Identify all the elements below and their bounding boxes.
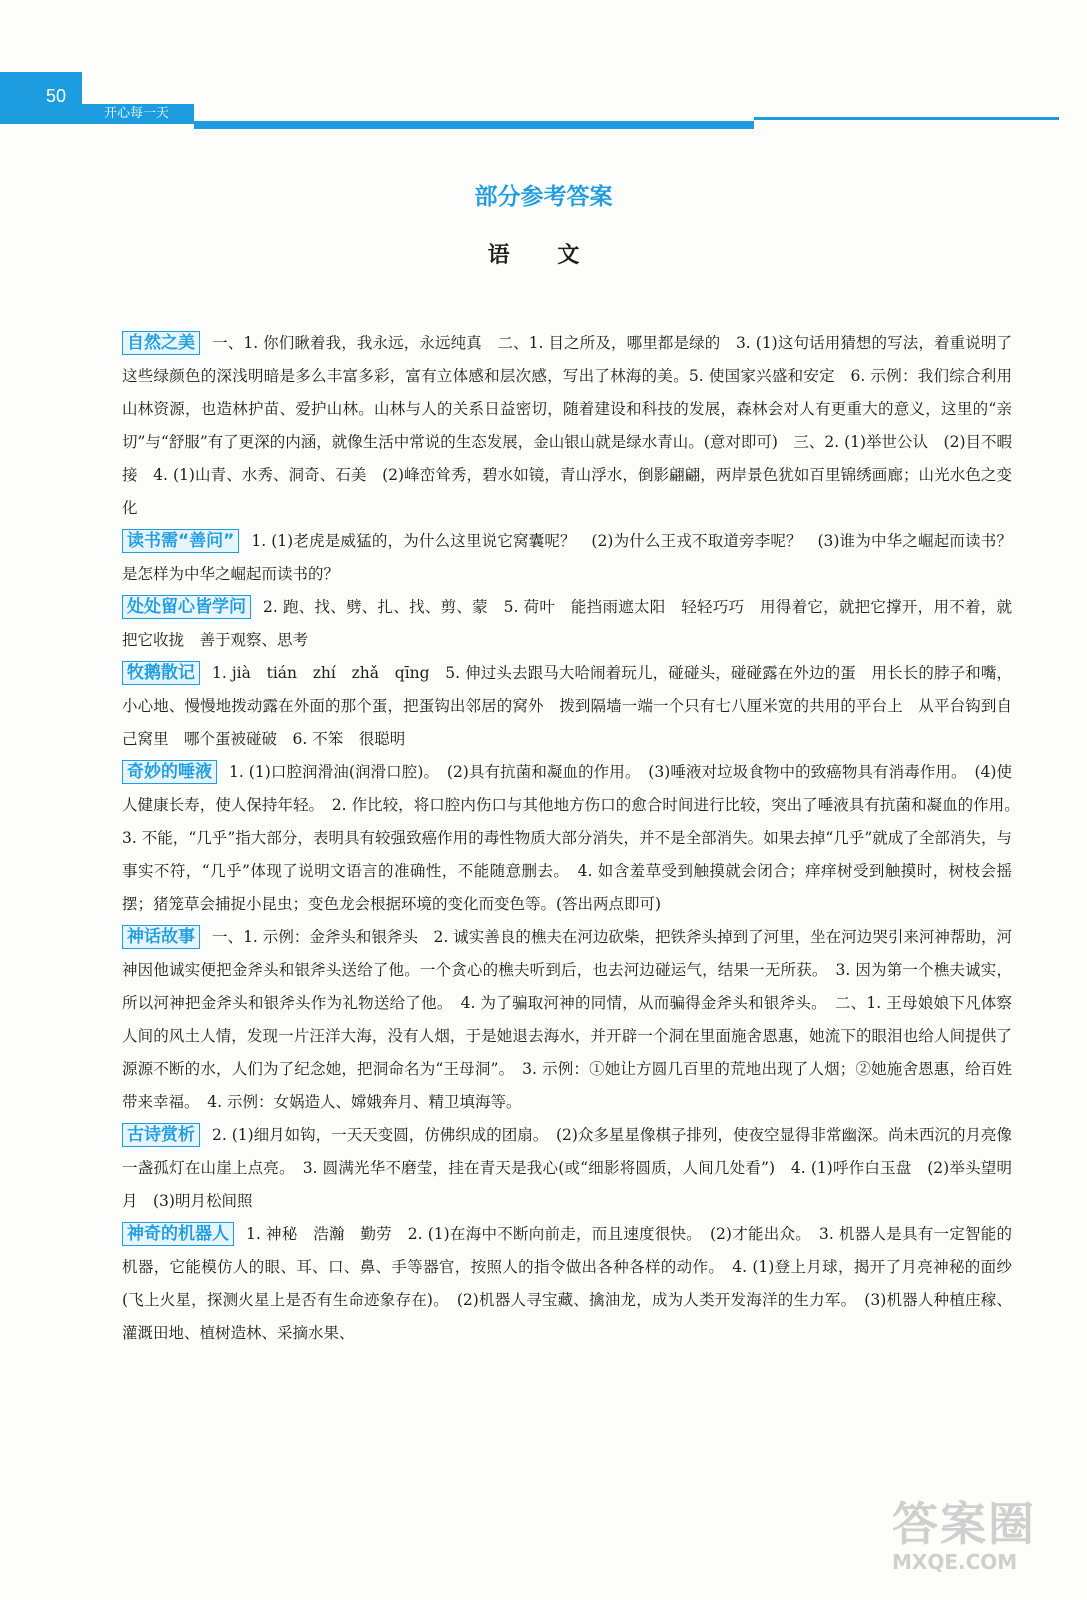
section-tag: 奇妙的唾液 xyxy=(122,760,217,784)
section-text: 1. (1)口腔润滑油(润滑口腔)。 (2)具有抗菌和凝血的作用。 (3)唾液对垃圾食物中的致癌物具有消毒作用。 (4)使人健康长寿，使人保持年轻。 2. 作比较，将口腔内伤口与其他地方伤口的愈合时间进行比较，突出了唾液具有抗菌和凝血的作用。 3. 不能，“几乎”指大部分，表明具有较强致癌作用的毒性物质大部分消失，并不是全部消失。如果去掉“几乎”就成了全部消失，与事实不符，“几乎”体现了说明文语言的准确性，不能随意删去。 4. 如含羞草受到触摸就会闭合；痒痒树受到触摸时，树枝会摇摆；猪笼草会捕捉小昆虫；变色龙会根据环境的变化而变色等。(答出两点即可) xyxy=(122,763,1028,913)
answer-section xyxy=(122,1119,1012,1218)
answer-section xyxy=(122,756,1028,921)
header-rule-thin xyxy=(754,117,1059,120)
answer-section xyxy=(122,657,1012,756)
section-tag: 神奇的机器人 xyxy=(122,1222,234,1246)
answer-section xyxy=(122,591,1012,657)
answer-section xyxy=(122,921,1012,1119)
subject-heading: 语 文 xyxy=(487,243,600,268)
header-color-block xyxy=(0,72,82,124)
section-text: 1. 神秘 浩瀚 勤劳 2. (1)在海中不断向前走，而且速度很快。 (2)才能出众。 3. 机器人是具有一定智能的机器，它能模仿人的眼、耳、口、鼻、手等器官，按照人的指令做出各种各样的动作。 4. (1)登上月球，揭开了月亮神秘的面纱(飞上火星，探测火星上是否有生命迹象存在)。 (2)机器人寻宝藏、擒油龙，成为人类开发海洋的生力军。 (3)机器人种植庄稼、灌溉田地、植树造林、采摘水果、 xyxy=(122,1225,1012,1342)
section-text: 一、1. 你们瞅着我，我永远，永远纯真 二、1. 目之所及，哪里都是绿的 3. (1)这句话用猜想的写法，着重说明了这些绿颜色的深浅明暗是多么丰富多彩，富有立体感和层次感，写出了林海的美。5. 使国家兴盛和安定 6. 示例：我们综合利用山林资源，也造林护苗、爱护山林。山林与人的关系日益密切，随着建设和科技的发展，森林会对人有更重大的意义，这里的“亲切”与“舒服”有了更深的内涵，就像生活中常说的生态发展，金山银山就是绿水青山。(意对即可) 三、2. (1)举世公认 (2)目不暇接 4. (1)山青、水秀、洞奇、石美 (2)峰峦耸秀，碧水如镜，青山浮水，倒影翩翩，两岸景色犹如百里锦绣画廊；山光水色之变化 xyxy=(122,334,1012,517)
section-tag: 牧鹅散记 xyxy=(122,661,200,685)
watermark-url: MXQE.COM xyxy=(892,1550,1018,1574)
section-text: 一、1. 示例：金斧头和银斧头 2. 诚实善良的樵夫在河边砍柴，把铁斧头掉到了河里，坐在河边哭引来河神帮助，河神因他诚实便把金斧头和银斧头送给了他。一个贪心的樵夫听到后，也去河边碰运气，结果一无所获。 3. 因为第一个樵夫诚实，所以河神把金斧头和银斧头作为礼物送给了他。 4. 为了骗取河神的同情，从而骗得金斧头和银斧头。 二、1. 王母娘娘下凡体察人间的风土人情，发现一片汪洋大海，没有人烟，于是她退去海水，并开辟一个洞在里面施舍恩惠，她流下的眼泪也给人间提供了源源不断的水，人们为了纪念她，把洞命名为“王母洞”。 3. 示例：①她让方圆几百里的荒地出现了人烟；②她施舍恩惠，给百姓带来幸福。 4. 示例：女娲造人、嫦娥奔月、精卫填海等。 xyxy=(122,928,1012,1111)
section-text: 2. (1)细月如钩，一天天变圆，仿佛织成的团扇。 (2)众多星星像棋子排列，使夜空显得非常幽深。尚未西沉的月亮像一盏孤灯在山崖上点亮。 3. 圆满光华不磨莹，挂在青天是我心(或“细影将圆质，人间几处看”) 4. (1)呼作白玉盘 (2)举头望明月 (3)明月松间照 xyxy=(122,1126,1012,1210)
section-tag: 处处留心皆学问 xyxy=(122,595,251,619)
watermark-text: 答案圈 xyxy=(892,1497,1036,1551)
section-tag: 神话故事 xyxy=(122,925,200,949)
section-tag: 古诗赏析 xyxy=(122,1123,200,1147)
section-text: 2. 跑、找、劈、扎、找、剪、蒙 5. 荷叶 能挡雨遮太阳 轻轻巧巧 用得着它，就把它撑开，用不着，就把它收拢 善于观察、思考 xyxy=(122,598,1012,649)
section-text: 1. (1)老虎是威猛的，为什么这里说它窝囊呢？ (2)为什么王戎不取道旁李呢？ (3)谁为中华之崛起而读书？是怎样为中华之崛起而读书的？ xyxy=(122,532,1012,583)
answer-section xyxy=(122,1218,1012,1350)
answer-section xyxy=(122,327,1012,525)
section-tag: 读书需“善问” xyxy=(122,529,239,553)
answer-section xyxy=(122,525,1012,591)
header-tab-label: 开心每一天 xyxy=(82,104,194,124)
page-title: 部分参考答案 xyxy=(474,184,613,210)
section-text: 1. jià tián zhí zhǎ qīng 5. 伸过头去跟马大哈闹着玩儿，碰碰头，碰碰露在外边的蛋 用长长的脖子和嘴，小心地、慢慢地拨动露在外面的那个蛋，把蛋钩出邻居的窝外 拨到隔墙一端一个只有七八厘米宽的共用的平台上 从平台钩到自己窝里 哪个蛋被碰破 6. 不笨 很聪明 xyxy=(122,664,1012,748)
answers-content xyxy=(122,327,1028,1350)
header-rule xyxy=(194,121,754,129)
page-number: 50 xyxy=(46,86,67,106)
watermark-logo xyxy=(892,1488,1062,1588)
section-tag: 自然之美 xyxy=(122,331,200,355)
